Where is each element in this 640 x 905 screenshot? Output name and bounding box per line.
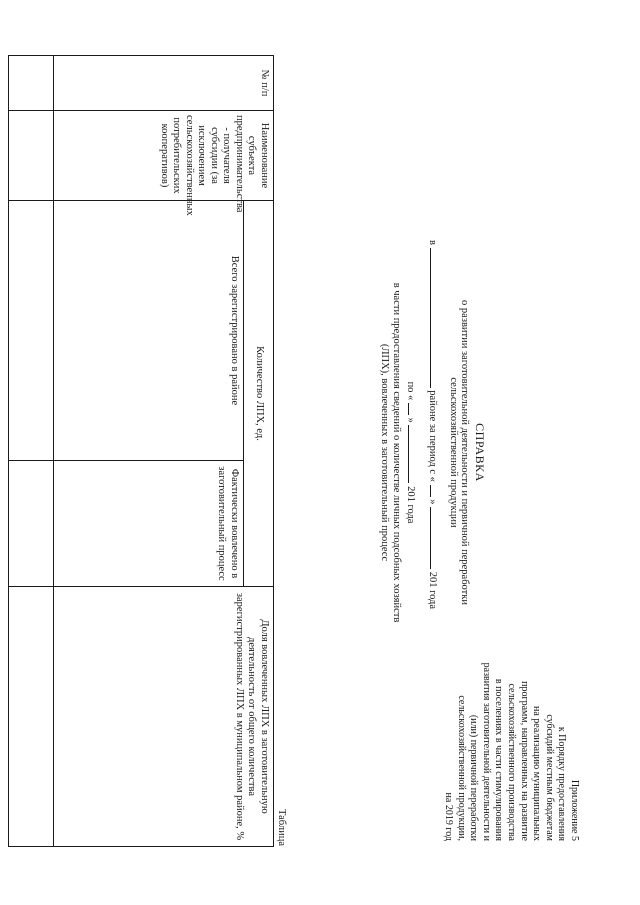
appendix-line: субсидий местным бюджетам (543, 714, 555, 841)
appendix-line: Приложение 5 (569, 779, 580, 841)
period-year: 201 года (427, 571, 438, 610)
table-cell (9, 461, 54, 587)
appendix-line: развития заготовительной деятельности и (480, 662, 492, 841)
header-total-registered: Всего зарегистрировано в районе (54, 201, 244, 461)
header-name: Наименование субъекта предпринимательства - получателя субсидии (за исключением сельскохозяйственных потребительских кооперативов) (54, 111, 274, 201)
table-row (9, 56, 54, 847)
month-blank (430, 507, 442, 569)
document-title: СПРАВКА (473, 423, 487, 482)
table-header-row (244, 56, 274, 847)
table-cell (9, 587, 54, 847)
month-to-blank (408, 425, 420, 483)
table-cell (9, 111, 54, 201)
period-to-line (405, 0, 420, 905)
header-count-group: Количество ЛПХ, ед. (244, 201, 274, 587)
appendix-line: в поселениях в части стимулирования (493, 678, 505, 841)
period-prefix: в (427, 240, 438, 245)
period-district: районе за период с « (427, 390, 438, 482)
info-line: в части предоставления сведений о количестве личных подсобных хозяйств (391, 282, 402, 623)
appendix-line: на реализацию муниципальных (531, 705, 543, 841)
period-line (427, 240, 442, 609)
period-to-prefix: по « (405, 381, 416, 401)
table-label: Таблица (276, 808, 287, 846)
data-table (8, 55, 274, 847)
district-blank (430, 248, 442, 388)
table-cell (9, 201, 54, 461)
period-to-year: 201 года (405, 486, 416, 524)
appendix-line: на 2019 год (443, 792, 455, 841)
appendix-line: (или) первичной переработки (468, 714, 480, 841)
appendix-line: к Порядку предоставления (556, 726, 568, 841)
header-actually-involved: Фактически вовлечено в заготовительный процесс (54, 461, 244, 587)
header-share: Доля вовлеченных ЛПХ в заготовительную деятельность от общего количества зарегистрированных ЛПХ в муниципальном районе, % (54, 587, 274, 847)
table-cell (9, 56, 54, 111)
period-quote: » (427, 499, 438, 505)
document-subtitle-2: сельскохозяйственной продукции (448, 377, 459, 528)
appendix-line: сельскохозяйственного производства (506, 683, 518, 841)
appendix-line: сельскохозяйственной продукции, (455, 695, 467, 841)
header-num: № п/п (54, 56, 274, 111)
appendix-line: программ, направленных на развитие (518, 681, 530, 841)
day-to-blank (408, 403, 420, 415)
period-to-quote: » (405, 417, 416, 423)
info-line-2: (ЛПХ), вовлеченных в заготовительный процесс (379, 343, 390, 562)
day-blank (430, 485, 442, 497)
document-subtitle: о развитии заготовительной деятельности и первичной переработки (459, 300, 470, 605)
